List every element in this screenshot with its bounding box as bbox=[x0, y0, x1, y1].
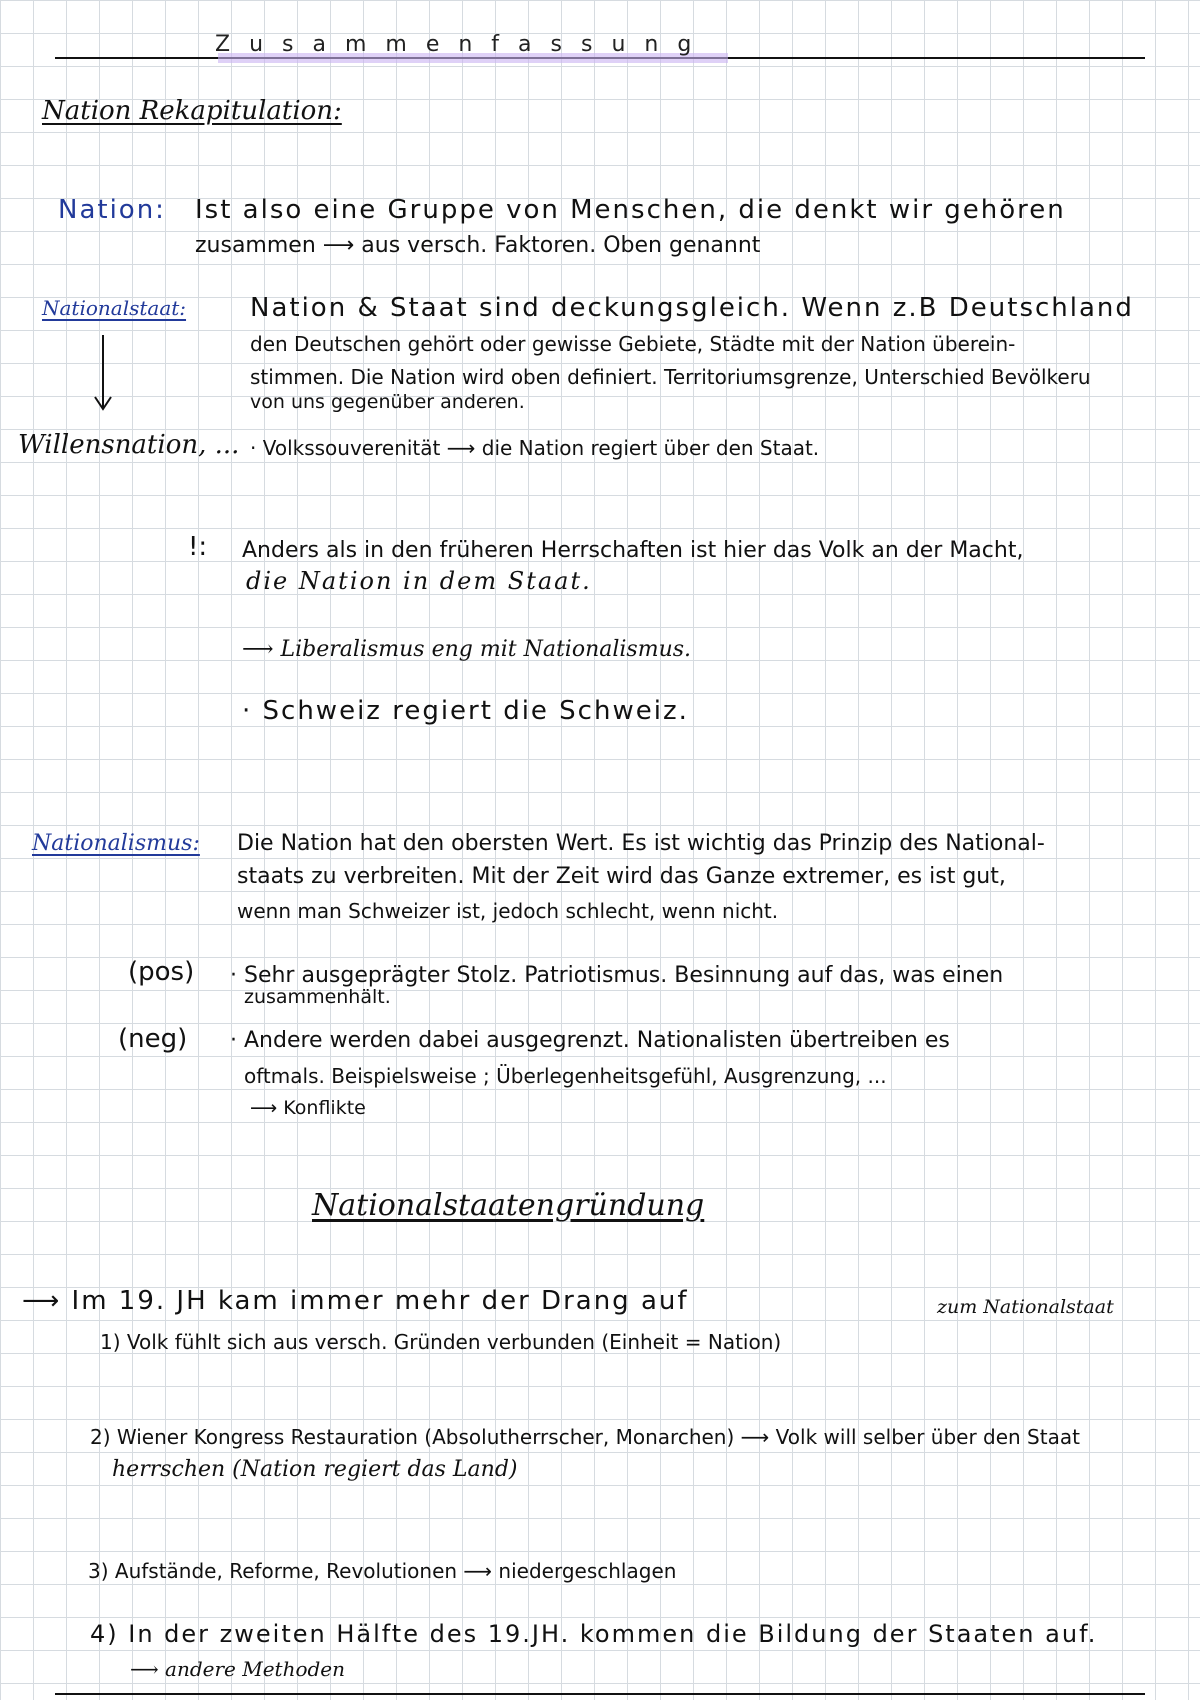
nationalismus-label: Nationalismus: bbox=[32, 831, 200, 856]
nationalstaat-line4: von uns gegenüber anderen. bbox=[250, 391, 525, 413]
nation-def-line1: Ist also eine Gruppe von Menschen, die denkt wir gehören bbox=[195, 195, 1066, 225]
nationalstaat-line1: Nation & Staat sind deckungsgleich. Wenn z.B Deutschland bbox=[250, 293, 1134, 323]
nationalstaat-line2: den Deutschen gehört oder gewisse Gebiete, Städte mit der Nation überein- bbox=[250, 332, 1016, 356]
nation-def-line2: zusammen ⟶ aus versch. Faktoren. Oben genannt bbox=[195, 233, 761, 258]
gruendung-intro: ⟶ Im 19. JH kam immer mehr der Drang auf bbox=[22, 1286, 689, 1316]
neg-line1: · Andere werden dabei ausgegrenzt. Nationalisten übertreiben es bbox=[230, 1028, 950, 1053]
note-mark: !: bbox=[188, 532, 208, 562]
gruendung-point-4-line2: ⟶ andere Methoden bbox=[130, 1657, 346, 1681]
neg-label: (neg) bbox=[118, 1024, 188, 1054]
down-arrow-icon bbox=[92, 333, 114, 413]
nationalstaat-label: Nationalstaat: bbox=[42, 296, 187, 320]
nationalismus-line3: wenn man Schweizer ist, jedoch schlecht, wenn nicht. bbox=[237, 899, 779, 923]
pos-line1: · Sehr ausgeprägter Stolz. Patriotismus. Besinnung auf das, was einen bbox=[230, 963, 1004, 988]
pos-line2: zusammenhält. bbox=[244, 986, 391, 1008]
footer-rule bbox=[55, 1693, 1145, 1695]
neg-line2: oftmals. Beispielsweise ; Überlegenheitsgefühl, Ausgrenzung, ... bbox=[244, 1064, 887, 1088]
gruendung-point-4-line1: 4) In der zweiten Hälfte des 19.JH. kommen die Bildung der Staaten auf. bbox=[90, 1620, 1098, 1648]
gruendung-point-1: 1) Volk fühlt sich aus versch. Gründen verbunden (Einheit = Nation) bbox=[100, 1330, 782, 1354]
page-title: Zusammenfassung bbox=[215, 32, 711, 57]
liberalismus-line: ⟶ Liberalismus eng mit Nationalismus. bbox=[242, 637, 692, 662]
gruendung-point-3: 3) Aufstände, Reforme, Revolutionen ⟶ niedergeschlagen bbox=[88, 1559, 677, 1583]
willensnation-text: · Volkssouverenität ⟶ die Nation regiert über den Staat. bbox=[250, 436, 820, 460]
neg-line3: ⟶ Konflikte bbox=[250, 1097, 366, 1119]
nationalismus-line2: staats zu verbreiten. Mit der Zeit wird das Ganze extremer, es ist gut, bbox=[237, 864, 1006, 889]
note-line2: die Nation in dem Staat. bbox=[246, 567, 592, 595]
gruendung-point-2-line1: 2) Wiener Kongress Restauration (Absolutherrscher, Monarchen) ⟶ Volk will selber über den Staat bbox=[90, 1425, 1080, 1449]
nation-label: Nation: bbox=[58, 195, 166, 225]
gruendung-title: Nationalstaatengründung bbox=[312, 1188, 705, 1223]
gruendung-point-2-line2: herrschen (Nation regiert das Land) bbox=[112, 1457, 518, 1482]
note-line1: Anders als in den früheren Herrschaften ist hier das Volk an der Macht, bbox=[242, 538, 1024, 563]
pos-label: (pos) bbox=[128, 957, 195, 987]
recap-title: Nation Rekapitulation: bbox=[42, 96, 342, 126]
nationalismus-line1: Die Nation hat den obersten Wert. Es ist wichtig das Prinzip des National- bbox=[237, 831, 1045, 856]
nationalstaat-line3: stimmen. Die Nation wird oben definiert. Territoriumsgrenze, Unterschied Bevölkeru bbox=[250, 365, 1091, 389]
gruendung-intro-small: zum Nationalstaat bbox=[937, 1296, 1114, 1318]
schweiz-line: · Schweiz regiert die Schweiz. bbox=[242, 696, 689, 726]
willensnation-label: Willensnation, ... bbox=[18, 430, 240, 460]
